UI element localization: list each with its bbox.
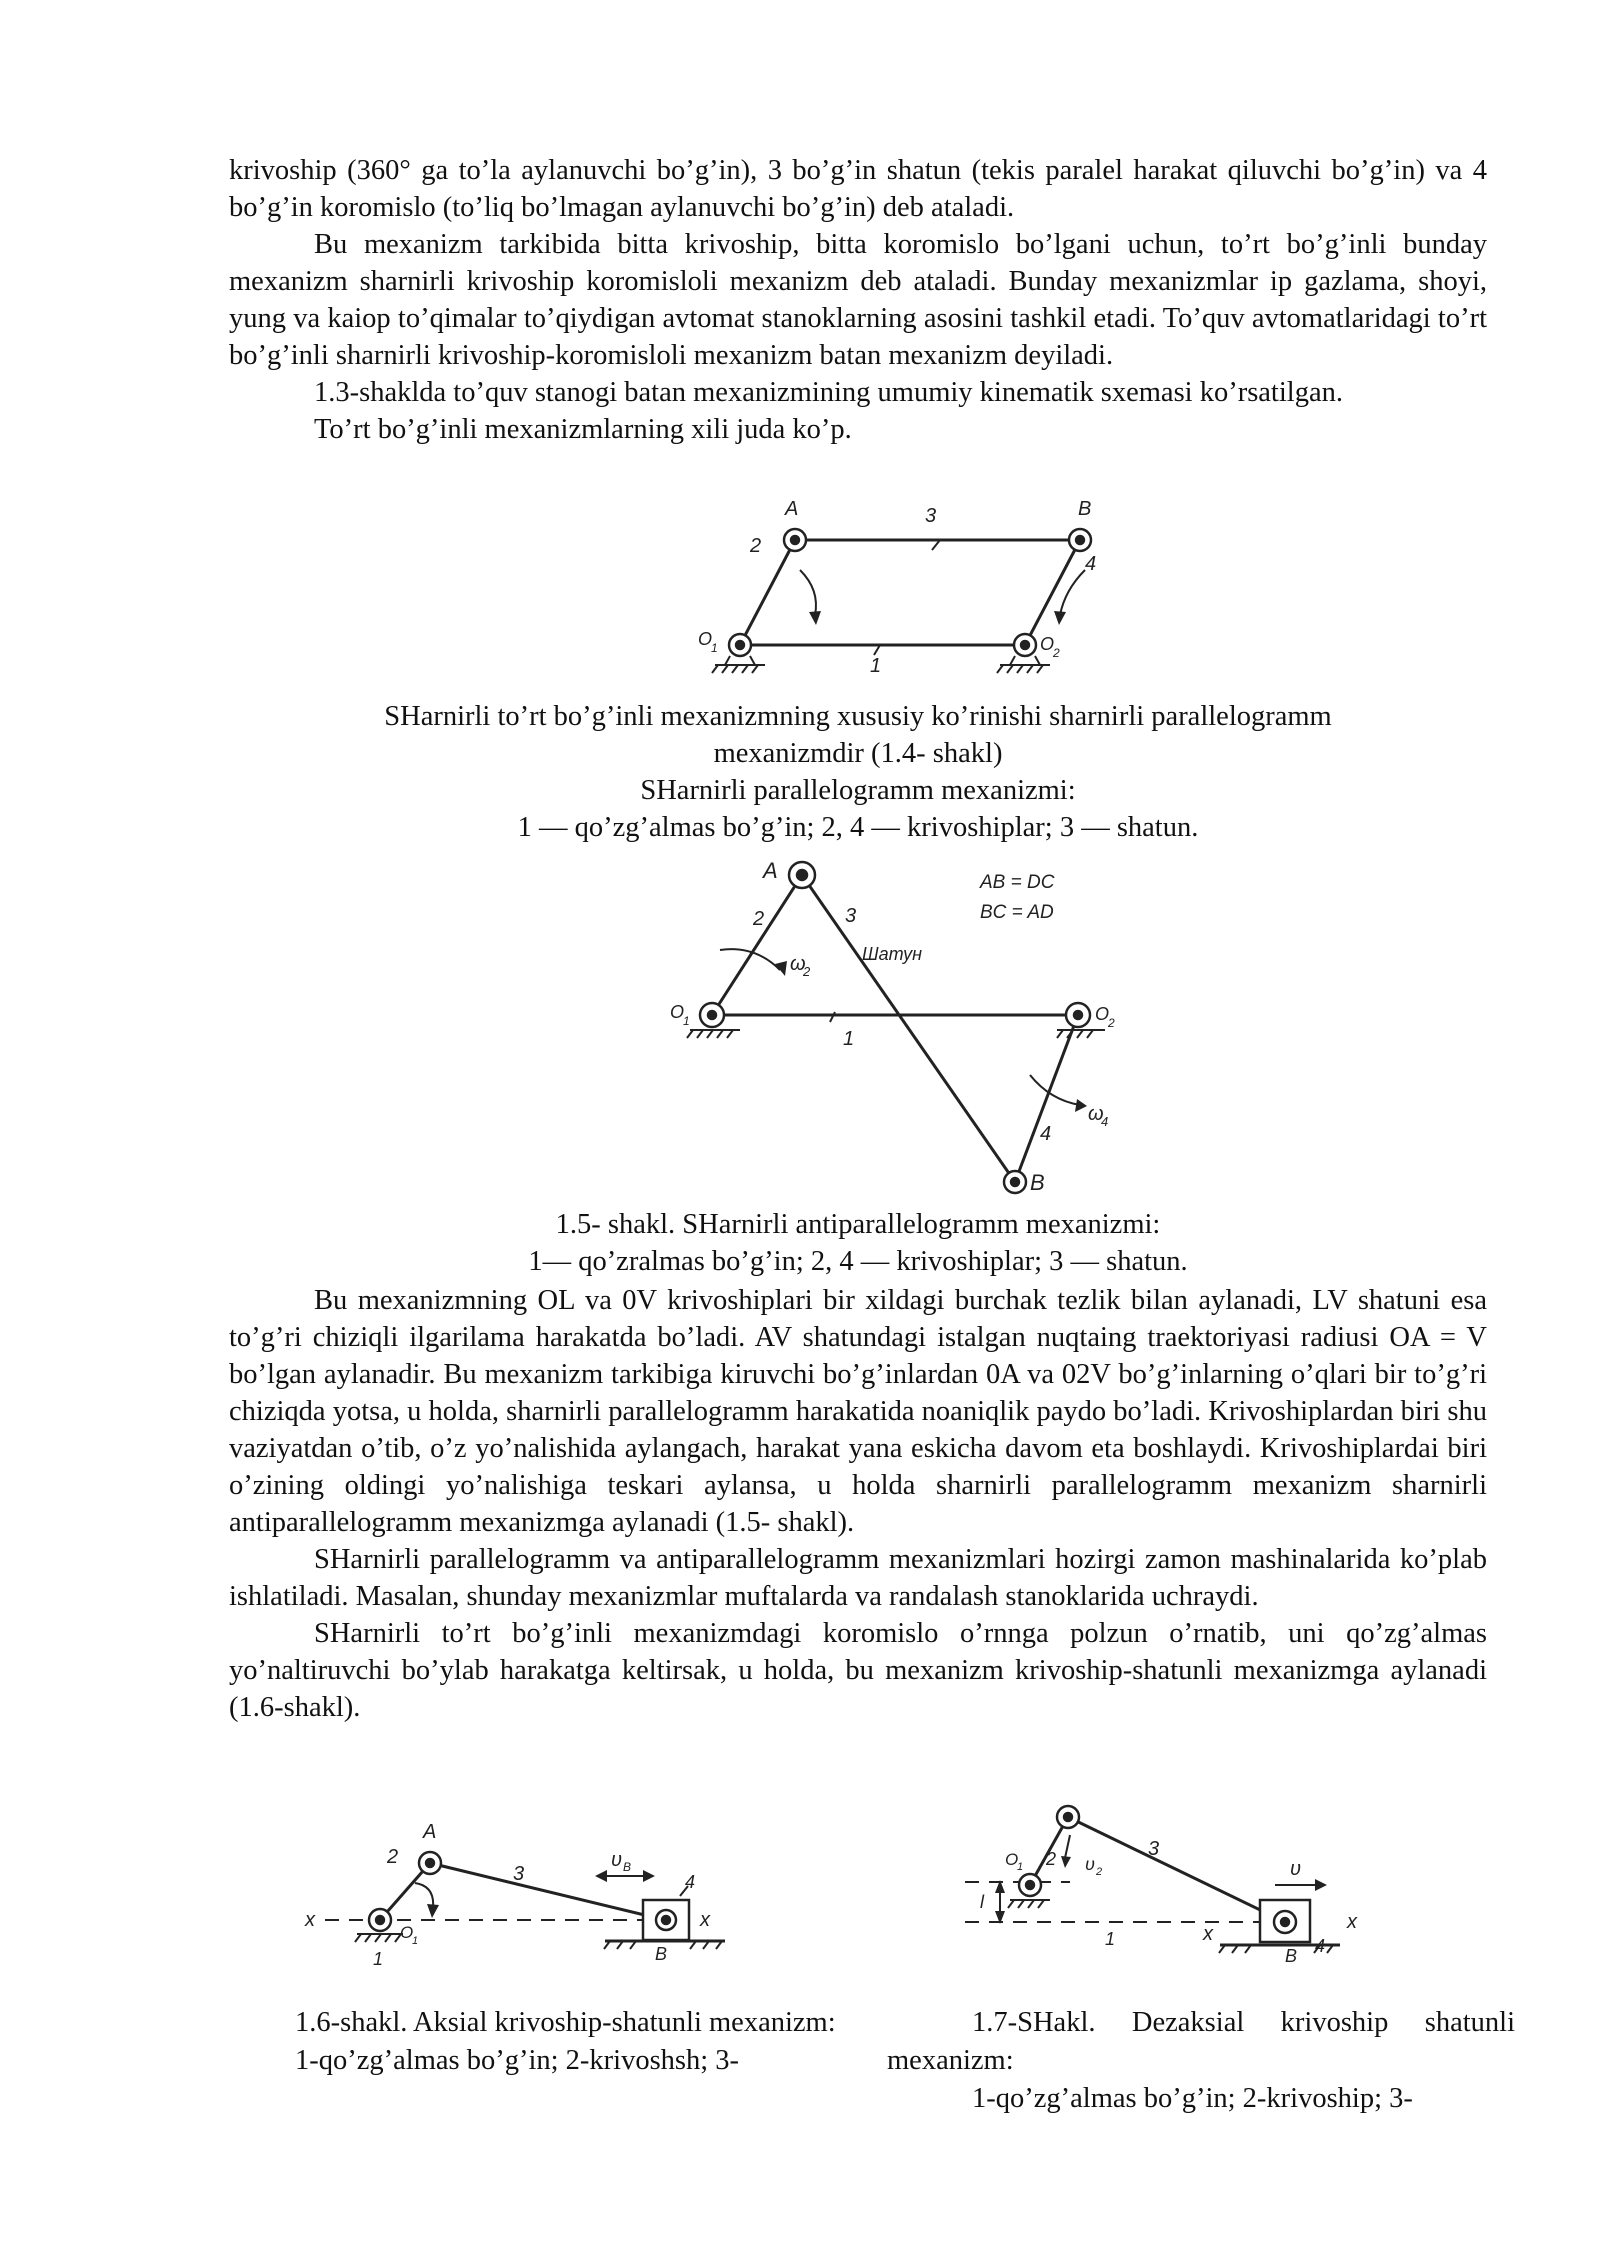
paragraph: krivoship (360° ga to’la aylanuvchi bo’g’in), 3 bo’g’in shatun (tekis paralel harakat qiluvchi bo’g’in) va 4 bo’g’in koromislo (to’liq bo’lmagan aylanuvchi bo’g’in) deb ataladi. [229, 155, 1487, 223]
caption-fig-1-4: SHarnirli to’rt bo’g’inli mexanizmning xususiy ko’rinishi sharnirli parallelogramm mexanizmdir (1.4- shakl) SHarnirli parallelogramm mexanizmi: 1 — qo’zg’almas bo’g’in; 2, 4 — krivoshiplar; 3 — shatun. [384, 701, 1332, 843]
paragraph: SHarnirli parallelogramm va antiparallelogramm mexanizmlari hozirgi zamon mashinalarida ko’plab ishlatiladi. Masalan, shunday mexanizmlar muftalarda va randalash stanoklarida uchraydi. [229, 1544, 1487, 1612]
label-x-right: x [1347, 1911, 1357, 1933]
label-O1: O [670, 1002, 685, 1022]
label-A: A [763, 858, 778, 883]
label-1: 1 [1105, 1929, 1116, 1949]
link-2-crank [712, 875, 802, 1015]
text-top [229, 152, 1487, 448]
label-vB: υ [611, 1849, 622, 1871]
svg-text:2: 2 [1108, 1016, 1115, 1030]
figure-desaxial-slider-crank [955, 1800, 1375, 1975]
label-B: B [1030, 1170, 1045, 1195]
paragraph: Bu mexanizmning OL va 0V krivoshiplari bir xildagi burchak tezlik bilan aylanadi, LV shatuni esa to’g’ri chiziqli ilgarilama harakatda bo’ladi. AV shatundagi istalgan nuqtaing traektoriyasi radiusi OA = V bo’lgan aylanadir. Bu mexanizm tarkibiga kiruvchi bo’g’inlardan 0A va 02V bo’g’inlarning o’qlari bir to’g’ri chiziqda yotsa, u holda, sharnirli parallelogramm harakatida noaniqlik paydo bo’ladi. Krivoshiplardan biri shu vaziyatdan o’tib, o’z yo’nalishida aylangach, harakat yana eskicha davom eta boshlaydi. Krivoshiplardai biri o’zining oldingi yo’nalishiga teskari aylansa, u holda sharnirli parallelogramm mexanizm sharnirli antiparallelogramm mexanizmga aylanadi (1.5- shakl). [229, 1285, 1487, 1538]
svg-text:1: 1 [1017, 1861, 1024, 1873]
label-l: l [980, 1892, 984, 1912]
link-4-crank [1015, 1015, 1078, 1182]
svg-text:2: 2 [803, 964, 811, 979]
label-shatun: Шатун [862, 944, 923, 964]
label-O1: O [1005, 1850, 1019, 1869]
label-eq1: AB = DC [980, 872, 1055, 893]
label-omega2: ω [790, 953, 806, 975]
label-O2: O [1040, 634, 1055, 654]
label-2: 2 [1046, 1849, 1057, 1869]
figure-antiparallelogram [665, 850, 1145, 1200]
caption-fig-1-7: 1.7-SHakl. Dezaksial krivoship shatunli mexanizm: 1-qo’zg’almas bo’g’in; 2-krivoship; 3- [887, 2007, 1515, 2114]
label-B: B [1078, 498, 1092, 520]
label-B: B [655, 1944, 668, 1964]
label-v: υ [1290, 1858, 1301, 1880]
caption-fig-1-5: 1.5- shakl. SHarnirli antiparallelogramm mexanizmi: 1— qo’zralmas bo’g’in; 2, 4 — krivoshiplar; 3 — shatun. [528, 1209, 1188, 1277]
svg-text:2: 2 [1096, 1866, 1103, 1878]
caption-fig-1-6: 1.6-shakl. Aksial krivoship-shatunli mexanizm: 1-qo’zg’almas bo’g’in; 2-krivoshsh; 3- [295, 2007, 836, 2076]
label-3: 3 [513, 1863, 525, 1885]
text-mid [229, 1282, 1487, 1726]
figure-parallelogram [680, 490, 1130, 690]
figure-axial-slider-crank [295, 1808, 745, 1968]
paragraph: SHarnirli to’rt bo’g’inli mexanizmdagi koromislo o’rnnga polzun o’rnatib, uni qo’zg’almas yo’naltiruvchi bo’ylab harakatga keltirsak, u holda, bu mexanizm krivoship-shatunli mexanizmga aylanadi (1.6-shakl). [229, 1618, 1487, 1723]
label-3: 3 [845, 905, 857, 927]
label-B: B [1285, 1946, 1298, 1966]
label-A: A [423, 1821, 437, 1843]
label-4: 4 [1315, 1936, 1326, 1956]
label-O2: O [1095, 1004, 1110, 1024]
label-2: 2 [387, 1846, 399, 1868]
label-3: 3 [925, 505, 937, 527]
label-A: A [785, 498, 799, 520]
label-x-left: x [305, 1909, 315, 1931]
label-1: 1 [843, 1028, 855, 1050]
label-4: 4 [685, 1872, 696, 1892]
label-2: 2 [753, 908, 765, 930]
label-omega4: ω [1088, 1103, 1104, 1125]
link-2-crank [740, 540, 795, 645]
label-eq2: BC = AD [980, 902, 1054, 923]
link-4-crank [1025, 540, 1080, 645]
label-x-mid: x [1203, 1923, 1213, 1945]
label-2: 2 [750, 535, 762, 557]
label-O1: O [400, 1923, 414, 1942]
label-4: 4 [1085, 553, 1097, 575]
svg-text:4: 4 [1101, 1114, 1109, 1129]
label-x-right: x [700, 1909, 710, 1931]
paragraph: Bu mexanizm tarkibida bitta krivoship, bitta koromislo bo’lgani uchun, to’rt bo’g’inli bunday mexanizm sharnirli krivoship koromisloli mexanizm deb ataladi. Bunday mexanizmlar ip gazlama, shoyi, yung va kaiop to’qimalar to’qiydigan avtomat stanoklarning asosini tashkil etadi. To’quv avtomatlaridagi to’rt bo’g’inli sharnirli krivoship-koromisloli mexanizm batan mexanizm deyiladi. [229, 229, 1487, 371]
paragraph: To’rt bo’g’inli mexanizmlarning xili juda ko’p. [314, 414, 852, 445]
svg-text:1: 1 [683, 1014, 690, 1028]
label-1: 1 [373, 1949, 384, 1968]
label-4: 4 [1040, 1123, 1052, 1145]
label-3: 3 [1148, 1838, 1160, 1860]
svg-text:1: 1 [711, 641, 718, 655]
svg-text:1: 1 [412, 1935, 419, 1947]
paragraph: 1.3-shaklda to’quv stanogi batan mexanizmining umumiy kinematik sxemasi ko’rsatilgan. [314, 377, 1343, 408]
svg-text:2: 2 [1053, 646, 1060, 660]
label-1: 1 [870, 655, 882, 677]
label-v2: υ [1085, 1854, 1095, 1874]
label-O1: O [698, 629, 713, 649]
svg-text:B: B [623, 1860, 632, 1874]
